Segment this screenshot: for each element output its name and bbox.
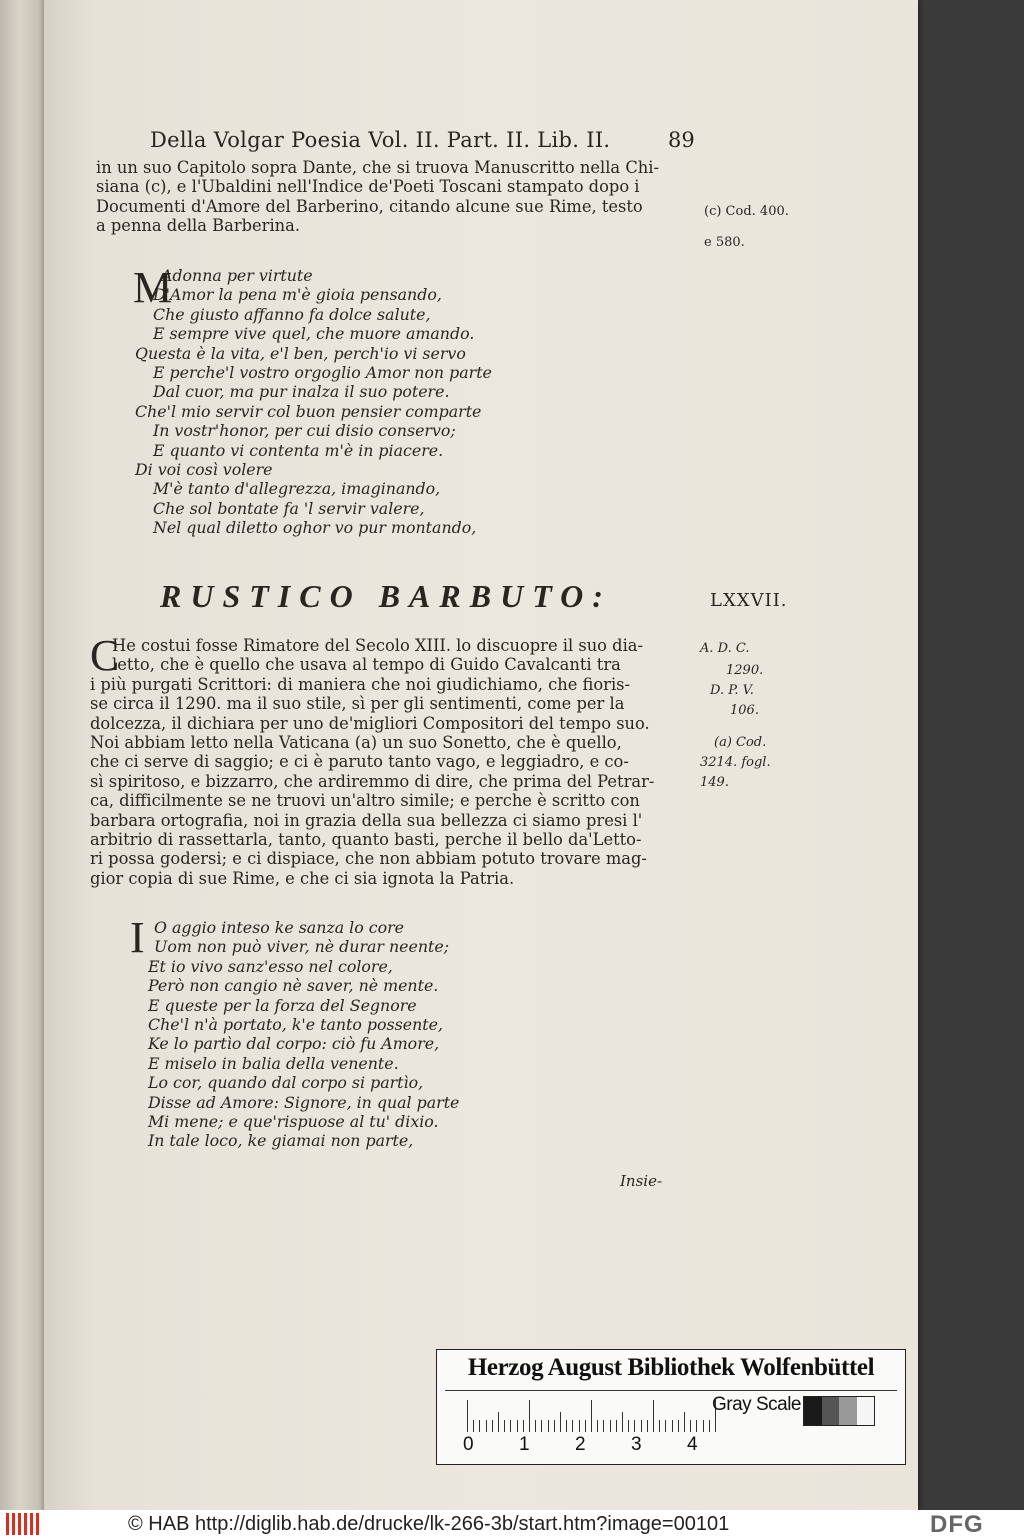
ruler-tick xyxy=(572,1420,573,1432)
ruler-tick xyxy=(554,1420,555,1432)
library-logo-icon xyxy=(4,1513,44,1535)
body-line: barbara ortografia, noi in grazia della sua bellezza ci siamo presi l' xyxy=(90,810,643,830)
gray-swatch xyxy=(804,1397,822,1425)
ruler-tick xyxy=(579,1420,580,1432)
intro-line: a penna della Barberina. xyxy=(96,216,301,236)
footer-bar xyxy=(0,1510,1024,1539)
body-line: gior copia di sue Rime, e che ci sia ignota la Patria. xyxy=(90,868,515,888)
poem-line: Che sol bontate fa 'l servir valere, xyxy=(153,498,425,518)
ruler-tick xyxy=(653,1400,654,1432)
tick-label: 3 xyxy=(631,1434,642,1455)
tick-label: 0 xyxy=(463,1434,474,1455)
poem-line: Questa è la vita, e'l ben, perch'io vi servo xyxy=(135,343,466,363)
margin-note-line: (a) Cod. xyxy=(714,735,767,750)
book-left-edge xyxy=(0,0,48,1510)
ruler-tick xyxy=(492,1420,493,1432)
ruler-tick xyxy=(678,1420,679,1432)
drop-cap-poem2: I xyxy=(130,913,145,962)
poem-line: Che'l mio servir col buon pensier comparte xyxy=(135,401,482,421)
intro-line: Documenti d'Amore del Barberino, citando alcune sue Rime, testo xyxy=(96,196,643,216)
ruler-tick xyxy=(616,1420,617,1432)
section-title: RUSTICO BARBUTO: xyxy=(160,578,612,614)
poem-line: Mi mene; e que'rispuose al tu' dixio. xyxy=(148,1112,439,1132)
ruler-tick xyxy=(486,1420,487,1432)
ruler-tick xyxy=(709,1420,710,1432)
body-line: i più purgati Scrittori: di maniera che noi giudichiamo, che fioris- xyxy=(90,674,631,694)
ruler-tick xyxy=(622,1412,623,1432)
scale-title: Herzog August Bibliothek Wolfenbüttel xyxy=(467,1354,875,1381)
catchword: Insie- xyxy=(620,1172,663,1190)
body-line: dolcezza, il dichiara per uno de'migliori Compositori del tempo suo. xyxy=(90,713,650,733)
poem-line: Adonna per virtute xyxy=(161,266,313,285)
margin-note-line: 149. xyxy=(700,775,729,790)
poem-line: O aggio inteso ke sanza lo core xyxy=(154,918,405,937)
poem-sonnet xyxy=(148,918,459,1151)
ruler-tick xyxy=(641,1420,642,1432)
poem-line: Che'l n'à portato, k'e tanto possente, xyxy=(148,1015,444,1035)
dfg-logo: DFG xyxy=(930,1511,984,1538)
ruler-tick xyxy=(628,1420,629,1432)
margin-note-line: e 580. xyxy=(704,235,745,250)
page-number: 89 xyxy=(668,128,695,152)
body-line: che ci serve di saggio; e ci è paruto tanto vago, e leggiadro, e co- xyxy=(90,752,629,772)
ruler-tick xyxy=(659,1420,660,1432)
poem-line: Lo cor, quando dal corpo si partìo, xyxy=(148,1073,424,1093)
ruler-tick xyxy=(523,1420,524,1432)
ruler-tick xyxy=(560,1412,561,1432)
footer-url[interactable]: © HAB http://diglib.hab.de/drucke/lk-266-3b/start.htm?image=00101 xyxy=(128,1513,730,1535)
body-line: Noi abbiam letto nella Vaticana (a) un suo Sonetto, che è quello, xyxy=(90,733,622,753)
ruler-tick xyxy=(672,1420,673,1432)
poem-line: Et io vivo sanz'esso nel colore, xyxy=(148,956,393,976)
body-paragraph xyxy=(90,631,655,888)
scale-ruler xyxy=(467,1400,721,1432)
margin-note-line: A. D. C. xyxy=(700,641,750,656)
ruler-tick xyxy=(597,1420,598,1432)
ruler-tick xyxy=(696,1420,697,1432)
ruler-tick xyxy=(504,1420,505,1432)
ruler-tick xyxy=(634,1420,635,1432)
scale-tick-labels xyxy=(437,1434,737,1460)
poem-line: E quanto vi contenta m'è in piacere. xyxy=(153,440,444,460)
body-line: letto, che è quello che usava al tempo di Guido Cavalcanti tra xyxy=(112,655,621,675)
ruler-tick xyxy=(610,1420,611,1432)
poem-line: E queste per la forza del Segnore xyxy=(148,995,417,1015)
ruler-tick xyxy=(535,1420,536,1432)
ruler-tick xyxy=(684,1412,685,1432)
poem-line: D'Amor la pena m'è gioia pensando, xyxy=(153,285,442,305)
poem-line: Dal cuor, ma pur inalza il suo potere. xyxy=(153,382,450,402)
poem-line: In tale loco, ke giamai non parte, xyxy=(148,1131,414,1151)
ruler-tick xyxy=(541,1420,542,1432)
margin-note-line: 3214. fogl. xyxy=(700,755,771,770)
margin-note-line: 106. xyxy=(730,703,759,718)
ruler-tick xyxy=(517,1420,518,1432)
poem-line: Che giusto affanno fa dolce salute, xyxy=(153,304,431,324)
body-line: ca, difficilmente se ne truovi un'altro simile; e perche è scritto con xyxy=(90,791,640,811)
poem-line: Uom non può viver, nè durar neente; xyxy=(154,937,450,957)
body-line: ri possa godersi; e ci dispiace, che non abbiam potuto trovare mag- xyxy=(90,849,647,869)
color-scale-card xyxy=(436,1349,906,1465)
tick-label: 1 xyxy=(519,1434,530,1455)
poem-line: E perche'l vostro orgoglio Amor non parte xyxy=(153,363,492,383)
intro-paragraph xyxy=(96,158,659,236)
drop-cap-body: C xyxy=(90,631,120,680)
ruler-tick xyxy=(479,1420,480,1432)
body-line: He costui fosse Rimatore del Secolo XIII. lo discuopre il suo dia- xyxy=(112,636,644,655)
ruler-tick xyxy=(690,1420,691,1432)
ruler-tick xyxy=(603,1420,604,1432)
ruler-tick xyxy=(703,1420,704,1432)
gray-swatch xyxy=(839,1397,857,1425)
tick-label: 4 xyxy=(687,1434,698,1455)
ruler-tick xyxy=(665,1420,666,1432)
ruler-tick xyxy=(467,1400,468,1432)
drop-cap-poem1: M xyxy=(133,263,173,312)
ruler-tick xyxy=(510,1420,511,1432)
ruler-tick xyxy=(566,1420,567,1432)
gray-swatches xyxy=(803,1396,875,1426)
poem-line: E sempre vive quel, che muore amando. xyxy=(153,324,475,344)
margin-note-line: (c) Cod. 400. xyxy=(704,204,789,219)
gray-swatch xyxy=(857,1397,875,1425)
body-line: arbitrio di rassettarla, tanto, quanto basti, perche il bello da'Letto- xyxy=(90,830,642,850)
poem-line: E miselo in balia della venente. xyxy=(148,1053,399,1073)
body-line: se circa il 1290. ma il suo stile, sì per gli sentimenti, come per la xyxy=(90,694,625,714)
intro-line: in un suo Capitolo sopra Dante, che si truova Manuscritto nella Chi- xyxy=(96,158,659,177)
poem-line: Ke lo partìo dal corpo: ciò fu Amore, xyxy=(148,1034,440,1054)
ruler-tick xyxy=(473,1420,474,1432)
ruler-tick xyxy=(585,1420,586,1432)
section-number: LXXVII. xyxy=(710,590,788,611)
poem-line: M'è tanto d'allegrezza, imaginando, xyxy=(153,479,441,499)
scale-divider xyxy=(445,1390,897,1391)
tick-label: 2 xyxy=(575,1434,586,1455)
poem-madrigal xyxy=(133,263,492,538)
poem-line: Però non cangio nè saver, nè mente. xyxy=(148,976,439,996)
intro-line: siana (c), e l'Ubaldini nell'Indice de'Poeti Toscani stampato dopo i xyxy=(96,177,640,197)
ruler-tick xyxy=(591,1400,592,1432)
ruler-tick xyxy=(647,1420,648,1432)
ruler-tick xyxy=(548,1420,549,1432)
poem-line: Di voi così volere xyxy=(135,460,273,480)
poem-line: Disse ad Amore: Signore, in qual parte xyxy=(148,1092,460,1112)
margin-note-line: 1290. xyxy=(726,663,764,678)
margin-note-c xyxy=(704,190,789,265)
poem-line: In vostr'honor, per cui disio conservo; xyxy=(153,421,456,441)
gray-swatch xyxy=(822,1397,840,1425)
ruler-tick xyxy=(498,1412,499,1432)
margin-note-line: D. P. V. xyxy=(710,683,754,698)
gray-scale-label: Gray Scale xyxy=(712,1394,801,1415)
body-line: sì spiritoso, e bizzarro, che ardiremmo di dire, che prima del Petrar- xyxy=(90,771,655,791)
ruler-tick xyxy=(529,1400,530,1432)
poem-line: Nel qual diletto oghor vo pur montando, xyxy=(153,518,477,538)
running-header: Della Volgar Poesia Vol. II. Part. II. Lib. II. xyxy=(150,128,611,152)
